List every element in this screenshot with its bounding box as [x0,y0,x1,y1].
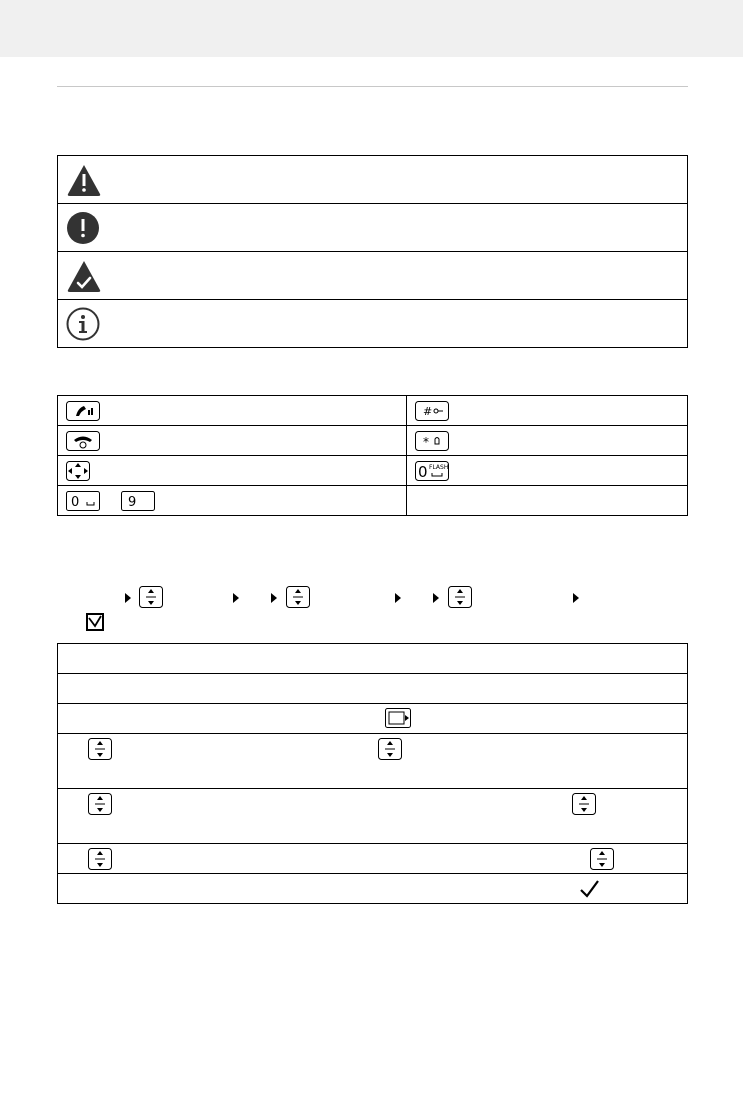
key-row [58,456,688,486]
notice-row-info [58,300,688,348]
step-row [58,644,688,674]
control-key-icon [286,586,310,608]
control-key-icon [448,586,472,608]
digit-nine: 9 [128,494,137,510]
control-key-icon [88,848,112,870]
info-icon [66,307,100,341]
notice-row-warning [58,156,688,204]
hash-glyph: # [423,404,433,418]
step-row [58,874,688,904]
step-row [58,789,688,844]
control-key-icon [590,848,614,870]
step-row [58,674,688,704]
key-row [58,426,688,456]
arrow-icon [233,593,239,603]
control-key-icon [66,461,90,481]
control-key-icon [139,586,163,608]
page-header-band [0,0,743,57]
menu-path [57,586,688,632]
steps-table [57,643,688,904]
arrow-icon [271,593,277,603]
step-row [58,734,688,789]
arrow-icon [125,593,131,603]
zero-glyph: 0 [418,462,428,481]
end-key-icon [66,431,100,451]
key-row [58,396,688,426]
checkmark-icon [578,879,600,899]
control-key-icon [572,793,596,815]
notice-row-success [58,252,688,300]
digit-zero: 0 [71,494,80,510]
digit-key-nine-icon [121,491,155,511]
checkbox-checked-icon [86,613,104,631]
key-icon-table [57,395,688,516]
flash-label: FLASH [429,463,449,471]
digit-key-zero-icon [66,491,100,511]
header-rule [57,86,688,87]
step-row [58,844,688,874]
zero-flash-key-icon [415,461,449,481]
important-exclamation-icon [66,211,100,245]
arrow-icon [573,593,579,603]
warning-triangle-icon [66,163,102,197]
control-key-icon [88,738,112,760]
arrow-icon [433,593,439,603]
hash-key-lock-icon [415,401,449,421]
control-key-icon [378,738,402,760]
star-key-bell-icon [415,431,449,451]
key-row [58,486,688,516]
display-key-icon [385,708,411,728]
notice-row-important [58,204,688,252]
talk-key-icon [66,401,100,421]
notice-icon-table [57,155,688,348]
arrow-icon [395,593,401,603]
step-row [58,704,688,734]
control-key-icon [88,793,112,815]
star-glyph: * [423,434,429,449]
success-check-icon [66,259,102,293]
